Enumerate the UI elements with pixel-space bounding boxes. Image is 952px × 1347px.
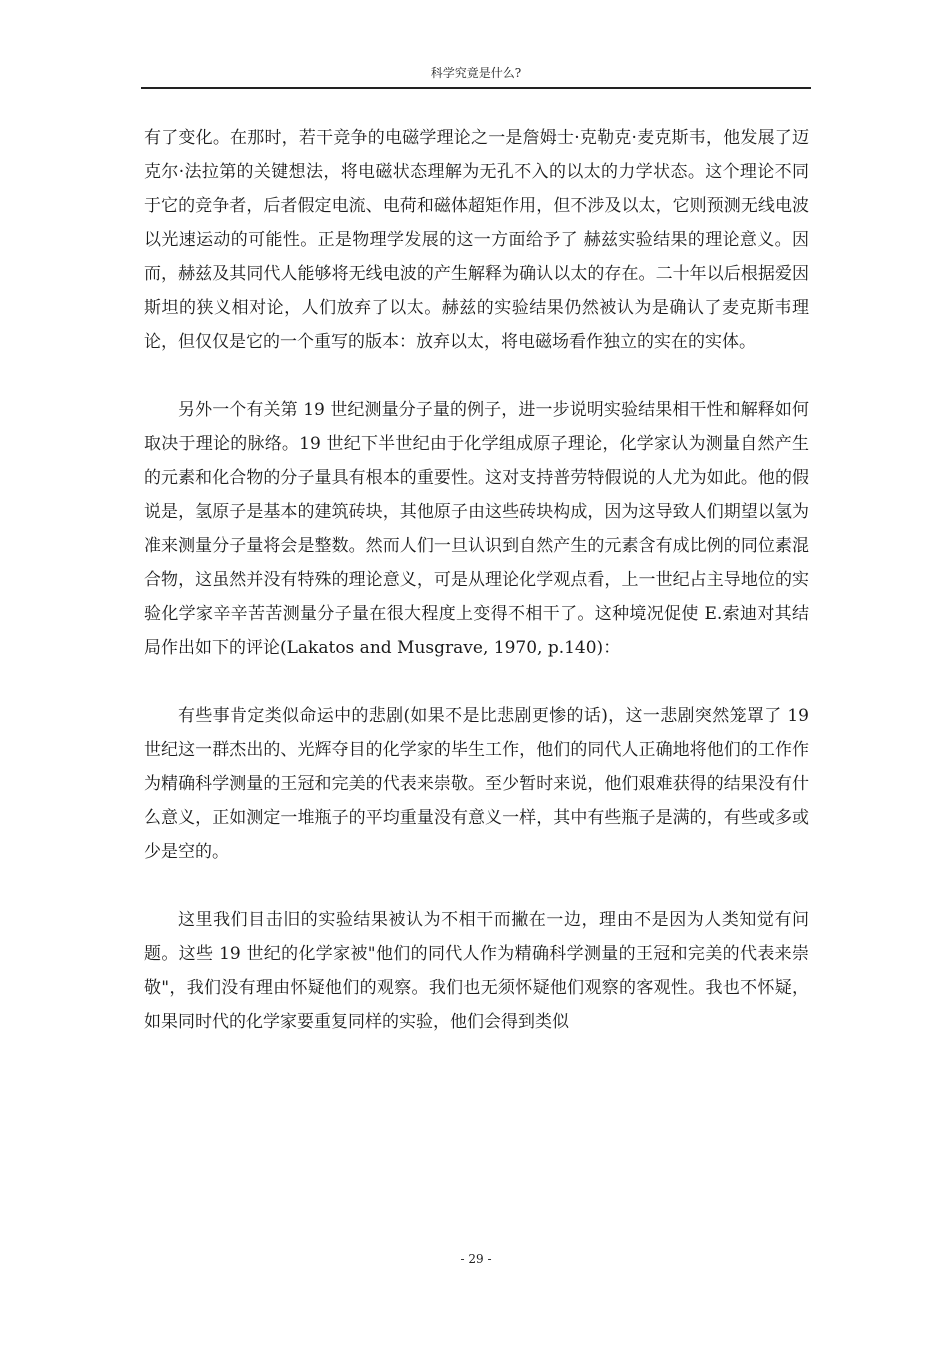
block-quote: 有些事肯定类似命运中的悲剧(如果不是比悲剧更惨的话)，这一悲剧突然笼罩了 19 世纪这一群杰出的、光辉夺目的化学家的毕生工作，他们的同代人正确地将他们的工作作为精确科学测量的王冠和完美的代表来崇敬。至少暂时来说，他们艰难获得的结果没有什么意义，正如测定一堆瓶子的平均重量没有意义一样，其中有些瓶子是满的，有些或多或少是空的。 <box>144 706 809 862</box>
header-rule <box>141 87 811 89</box>
paragraph-2: 另外一个有关第 19 世纪测量分子量的例子，进一步说明实验结果相干性和解释如何取决于理论的脉络。19 世纪下半世纪由于化学组成原子理论，化学家认为测量自然产生的元素和化合物的分子量具有根本的重要性。这对支持普劳特假说的人尤为如此。他的假说是，氢原子是基本的建筑砖块，其他原子由这些砖块构成，因为这导致人们期望以氢为准来测量分子量将会是整数。然而人们一旦认识到自然产生的元素含有成比例的同位素混合物，这虽然并没有特殊的理论意义，可是从理论化学观点看，上一世纪占主导地位的实验化学家辛辛苦苦测量分子量在很大程度上变得不相干了。这种境况促使 E.索迪对其结局作出如下的评论(Lakatos and Musgrave, 1970, p.140)： <box>144 400 809 658</box>
page-number: - 29 - <box>460 1252 492 1266</box>
running-header: 科学究竟是什么? <box>430 66 522 80</box>
body-text <box>144 121 809 1039</box>
paragraph-1: 有了变化。在那时，若干竞争的电磁学理论之一是詹姆士·克勒克·麦克斯韦，他发展了迈克尔·法拉第的关键想法，将电磁状态理解为无孔不入的以太的力学状态。这个理论不同于它的竞争者，后者假定电流、电荷和磁体超矩作用，但不涉及以太，它则预测无线电波以光速运动的可能性。正是物理学发展的这一方面给予了 赫兹实验结果的理论意义。因而，赫兹及其同代人能够将无线电波的产生解释为确认以太的存在。二十年以后根据爱因斯坦的狭义相对论，人们放弃了以太。赫兹的实验结果仍然被认为是确认了麦克斯韦理论，但仅仅是它的一个重写的版本：放弃以太，将电磁场看作独立的实在的实体。 <box>144 128 809 352</box>
paragraph-4: 这里我们目击旧的实验结果被认为不相干而撇在一边，理由不是因为人类知觉有问题。这些 19 世纪的化学家被"他们的同代人作为精确科学测量的王冠和完美的代表来崇敬"，我们没有理由怀疑他们的观察。我们也无须怀疑他们观察的客观性。我也不怀疑，如果同时代的化学家要重复同样的实验，他们会得到类似 <box>144 910 809 1032</box>
